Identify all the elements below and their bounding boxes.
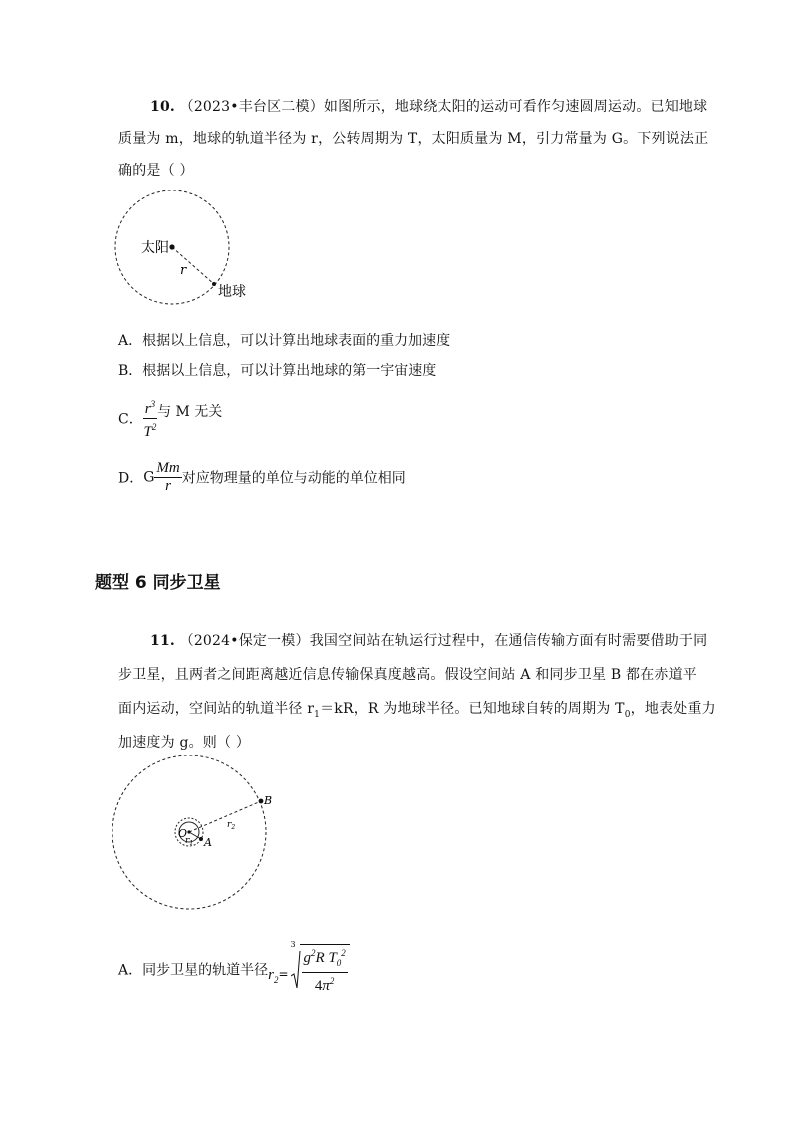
q10-stem-line3: 确的是（ ）: [118, 163, 194, 179]
satellite-b-dot: [259, 799, 264, 804]
radicand-fraction: $\frac{g^2R T_0^2}{4\pi^2}$: [300, 944, 350, 995]
denominator: r: [165, 478, 171, 494]
stem-text: ，地表处重力: [630, 701, 716, 717]
option-letter: A．: [118, 962, 143, 979]
q11-stem-line2: 步卫星，且两者之间距离越近信息传输保真度越高。假设空间站 A 和同步卫星 B 都在赤道平: [118, 667, 697, 683]
satellite-orbit-diagram: [112, 755, 272, 915]
radius-symbol: $r_2$: [268, 966, 279, 985]
numerator-exponent: 3: [150, 399, 156, 409]
section-title: 题型 6 同步卫星: [95, 573, 221, 593]
r2-line: [189, 801, 261, 832]
radius-label: r: [180, 263, 187, 278]
station-a-dot: [199, 837, 203, 841]
option-letter: C．: [118, 411, 143, 428]
option-letter: A．: [118, 333, 143, 349]
orbit-radius-line: [172, 247, 214, 284]
earth-dot: [212, 282, 216, 286]
option-text: 同步卫星的轨道半径: [142, 962, 269, 979]
question-source: （2023•丰台区二模）: [179, 99, 324, 115]
q10-option-c[interactable]: [118, 396, 222, 441]
question-number: 11.: [150, 633, 175, 649]
center-dot: [187, 830, 190, 833]
fraction-r3-over-t2: [143, 396, 157, 441]
r1-label: $r_1$: [185, 836, 194, 847]
option-text: 根据以上信息，可以计算出地球的第一宇宙速度: [142, 363, 437, 379]
fraction-mm-over-r: [154, 460, 181, 495]
constant-g: G: [143, 469, 155, 486]
option-text: 根据以上信息，可以计算出地球表面的重力加速度: [142, 333, 451, 349]
cube-root: [290, 940, 350, 995]
stem-text: ＝kR，R 为地球半径。已知地球自转的周期为 T: [320, 701, 625, 717]
subscript: 1: [314, 709, 321, 720]
option-text: 与 M 无关: [157, 403, 223, 420]
denominator-exponent: 2: [151, 422, 157, 432]
numerator-base: r: [144, 401, 151, 417]
q10-stem-line2: 质量为 m，地球的轨道半径为 r，公转周期为 T，太阳质量为 M，引力常量为 G。下列说法正: [118, 131, 709, 147]
sun-earth-orbit-diagram: [110, 190, 270, 315]
stem-line: 如图所示，地球绕太阳的运动可看作匀速圆周运动。已知地球: [323, 99, 708, 115]
r2-label: $r_2$: [227, 820, 236, 831]
center-label: O: [178, 827, 188, 840]
sun-label: 太阳: [141, 240, 169, 256]
option-letter: D．: [118, 470, 144, 487]
stem-text: 面内运动，空间站的轨道半径 r: [118, 701, 315, 717]
denominator-base: T: [143, 424, 152, 440]
q11-stem-line4: 加速度为 g。则（ ）: [118, 735, 251, 751]
question-number: 10.: [150, 99, 175, 115]
question-source: （2024•保定一模）: [179, 633, 310, 649]
satellite-b-label: B: [264, 794, 272, 807]
stem-line: 我国空间站在轨运行过程中，在通信传输方面有时需要借助于同: [309, 633, 708, 649]
q11-stem-line3: [118, 694, 716, 731]
earth-label: 地球: [218, 284, 246, 300]
option-text: 对应物理量的单位与动能的单位相同: [181, 470, 406, 487]
q11-stem: [150, 626, 710, 657]
q10-option-a[interactable]: [118, 330, 450, 350]
station-a-label: A: [204, 836, 212, 849]
q10-option-b[interactable]: [118, 360, 436, 380]
option-letter: B．: [118, 363, 143, 379]
subscript: 0: [624, 709, 631, 720]
q10-option-d[interactable]: [118, 460, 406, 495]
q10-stem: [150, 92, 710, 123]
sun-dot: [169, 244, 174, 249]
q11-option-a[interactable]: [118, 940, 350, 995]
numerator: Mm: [156, 460, 180, 476]
root-index: 3: [290, 940, 296, 949]
equals-sign: =: [278, 966, 289, 981]
